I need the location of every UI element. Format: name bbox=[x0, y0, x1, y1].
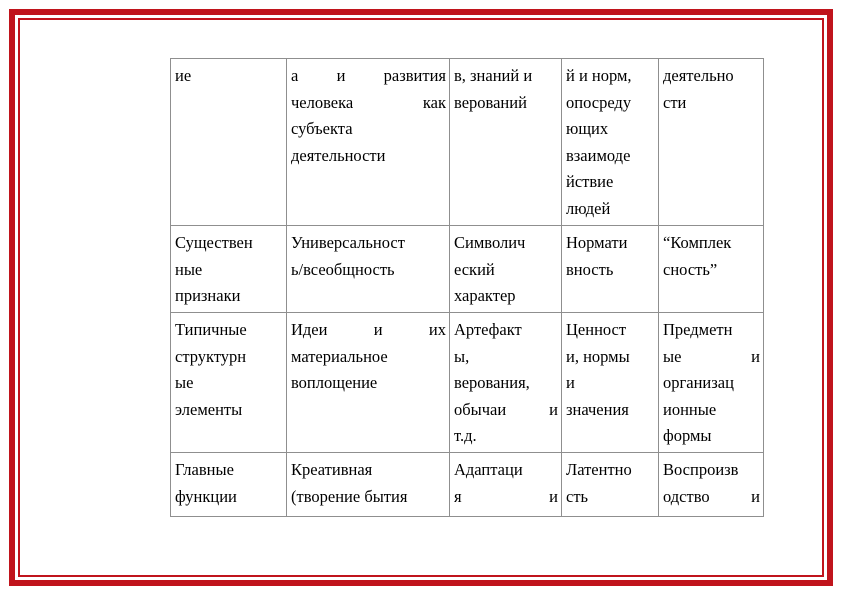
cell-line: ные bbox=[175, 259, 203, 279]
cell-line: опосреду bbox=[566, 92, 632, 112]
cell-line: верования, bbox=[454, 373, 530, 392]
table-cell bbox=[562, 59, 659, 226]
word: а bbox=[291, 66, 299, 85]
table-cell bbox=[659, 453, 764, 517]
culture-features-table bbox=[170, 58, 764, 517]
cell-line: Предметн bbox=[663, 320, 733, 339]
table-cell bbox=[450, 313, 562, 453]
table-cell bbox=[659, 59, 764, 226]
word: одство bbox=[663, 486, 710, 506]
table-cell bbox=[562, 313, 659, 453]
table-cell bbox=[287, 226, 450, 313]
table-cell bbox=[171, 313, 287, 453]
cell-line: ь/всеобщность bbox=[291, 259, 395, 279]
word: и bbox=[549, 486, 558, 506]
cell-line-justified bbox=[291, 90, 446, 117]
word: как bbox=[422, 92, 446, 112]
table-cell bbox=[450, 226, 562, 313]
cell-line: сти bbox=[663, 92, 687, 112]
cell-line: Нормати bbox=[566, 233, 628, 252]
cell-line: (творение бытия bbox=[291, 486, 408, 506]
word: и bbox=[751, 486, 760, 506]
cell-line: в, знаний и bbox=[454, 66, 533, 85]
table-cell bbox=[171, 453, 287, 517]
cell-line: функции bbox=[175, 486, 237, 506]
cell-line: материальное bbox=[291, 346, 388, 366]
cell-line: вность bbox=[566, 259, 614, 279]
cell-line-justified bbox=[454, 484, 558, 511]
table-cell bbox=[562, 226, 659, 313]
table-row bbox=[171, 226, 764, 313]
word: Идеи bbox=[291, 320, 328, 339]
table-cell bbox=[659, 313, 764, 453]
cell-line: воплощение bbox=[291, 373, 378, 392]
cell-line: элементы bbox=[175, 399, 243, 419]
table-cell bbox=[171, 59, 287, 226]
cell-line: субъекта bbox=[291, 119, 353, 138]
cell-line: верований bbox=[454, 92, 527, 112]
table-cell bbox=[287, 453, 450, 517]
cell-line-justified bbox=[663, 484, 760, 511]
word: и bbox=[549, 399, 558, 419]
cell-line: ющих bbox=[566, 119, 609, 138]
cell-line: и bbox=[566, 373, 575, 392]
cell-line: Латентно bbox=[566, 460, 632, 479]
cell-line: признаки bbox=[175, 286, 241, 305]
cell-line: сть bbox=[566, 486, 589, 506]
word: обычаи bbox=[454, 399, 507, 419]
table-row bbox=[171, 313, 764, 453]
table-cell bbox=[450, 59, 562, 226]
cell-line: Креативная bbox=[291, 460, 373, 479]
cell-line: еский bbox=[454, 259, 495, 279]
table-cell bbox=[450, 453, 562, 517]
cell-line: людей bbox=[566, 198, 611, 218]
cell-line-justified bbox=[663, 344, 760, 371]
cell-line-justified bbox=[291, 317, 446, 344]
cell-line: ые bbox=[175, 373, 194, 392]
word: и bbox=[751, 346, 760, 366]
cell-line: “Комплек bbox=[663, 233, 732, 252]
cell-line: организац bbox=[663, 373, 734, 392]
table-cell bbox=[287, 313, 450, 453]
cell-line: т.д. bbox=[454, 426, 477, 445]
word: развития bbox=[383, 66, 446, 85]
cell-line: ие bbox=[175, 66, 192, 85]
cell-line: взаимоде bbox=[566, 145, 631, 165]
cell-line: Артефакт bbox=[454, 320, 522, 339]
cell-line: Универсальност bbox=[291, 233, 405, 252]
cell-line: Воспроизв bbox=[663, 460, 739, 479]
word: и bbox=[336, 66, 346, 85]
table-cell bbox=[659, 226, 764, 313]
cell-line: Существен bbox=[175, 233, 253, 252]
cell-line: Символич bbox=[454, 233, 526, 252]
table-row bbox=[171, 453, 764, 517]
cell-line: ионные bbox=[663, 399, 717, 419]
cell-line: Адаптаци bbox=[454, 460, 523, 479]
cell-line: структурн bbox=[175, 346, 247, 366]
cell-line: Ценност bbox=[566, 320, 627, 339]
table-cell bbox=[287, 59, 450, 226]
cell-line: деятельности bbox=[291, 145, 386, 165]
cell-line: характер bbox=[454, 286, 516, 305]
cell-line: Типичные bbox=[175, 320, 247, 339]
word: их bbox=[428, 320, 446, 339]
cell-line: Главные bbox=[175, 460, 234, 479]
cell-line-justified bbox=[454, 397, 558, 424]
word: человека bbox=[291, 92, 354, 112]
word: и bbox=[373, 320, 383, 339]
cell-line: й и норм, bbox=[566, 66, 632, 85]
cell-line: сность” bbox=[663, 259, 718, 279]
table-row bbox=[171, 59, 764, 226]
cell-line: значения bbox=[566, 399, 629, 419]
cell-line: формы bbox=[663, 426, 712, 445]
word: я bbox=[454, 486, 462, 506]
cell-line-justified bbox=[291, 63, 446, 90]
table-cell bbox=[171, 226, 287, 313]
word: ые bbox=[663, 346, 682, 366]
cell-line: ы, bbox=[454, 346, 470, 366]
cell-line: деятельно bbox=[663, 66, 734, 85]
cell-line: йствие bbox=[566, 172, 614, 191]
table-cell bbox=[562, 453, 659, 517]
cell-line: и, нормы bbox=[566, 346, 630, 366]
